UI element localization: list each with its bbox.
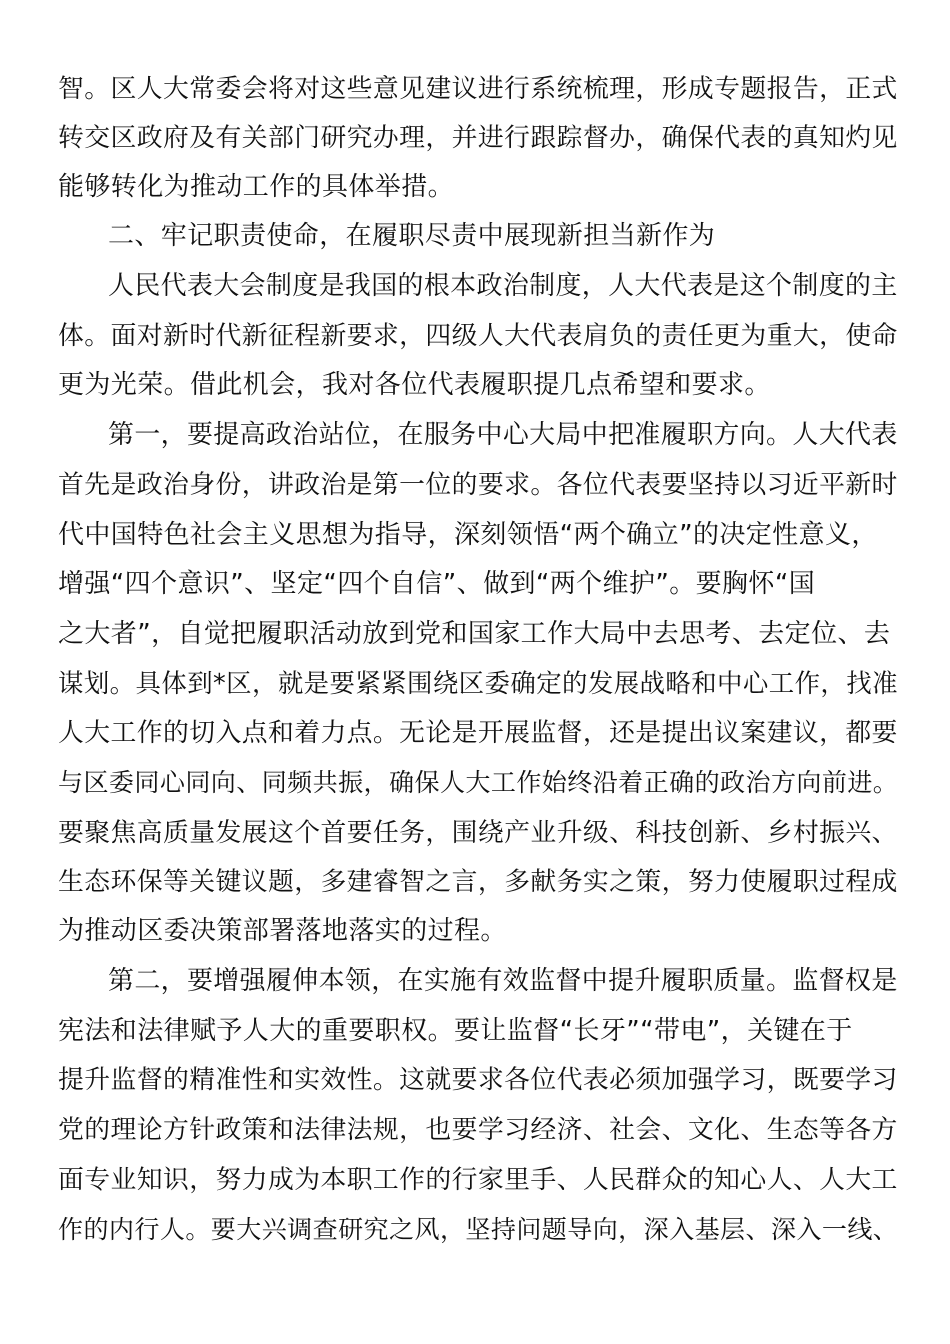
text-line: 代中国特色社会主义思想为指导，深刻领悟“两个确立”的决定性意义，	[58, 520, 878, 550]
text-line: 之大者”，自觉把履职活动放到党和国家工作大局中去思考、去定位、去	[58, 619, 891, 649]
text-line: 第二，要增强履伸本领，在实施有效监督中提升履职质量。监督权是	[108, 966, 898, 996]
text-line: 生态环保等关键议题，多建睿智之言，多献务实之策，努力使履职过程成	[58, 867, 898, 897]
text-line: 体。面对新时代新征程新要求，四级人大代表肩负的责任更为重大，使命	[58, 321, 898, 351]
text-line: 为推动区委决策部署落地落实的过程。	[58, 916, 507, 946]
text-line: 第一，要提高政治站位，在服务中心大局中把准履职方向。人大代表	[108, 420, 898, 450]
text-line: 宪法和法律赋予人大的重要职权。要让监督“长牙”“带电”，关键在于	[58, 1016, 853, 1046]
text-line: 增强“四个意识”、坚定“四个自信”、做到“两个维护”。要胸怀“国	[58, 569, 816, 599]
text-line: 人大工作的切入点和着力点。无论是开展监督，还是提出议案建议，都要	[58, 718, 898, 748]
text-line: 要聚焦高质量发展这个首要任务，围绕产业升级、科技创新、乡村振兴、	[58, 818, 898, 848]
section-heading: 二、牢记职责使命，在履职尽责中展现新担当新作为	[108, 221, 716, 251]
text-line: 谋划。具体到*区，就是要紧紧围绕区委确定的发展战略和中心工作，找准	[58, 669, 898, 699]
text-line: 转交区政府及有关部门研究办理，并进行跟踪督办，确保代表的真知灼见	[58, 123, 898, 153]
text-line: 与区委同心同向、同频共振，确保人大工作始终沿着正确的政治方向前进。	[58, 768, 899, 797]
text-line: 更为光荣。借此机会，我对各位代表履职提几点希望和要求。	[58, 370, 771, 400]
text-line: 提升监督的精准性和实效性。这就要求各位代表必须加强学习，既要学习	[58, 1065, 898, 1095]
text-line: 人民代表大会制度是我国的根本政治制度，人大代表是这个制度的主	[108, 271, 898, 301]
text-line: 党的理论方针政策和法律法规，也要学习经济、社会、文化、生态等各方	[58, 1115, 898, 1145]
text-line: 智。区人大常委会将对这些意见建议进行系统梳理，形成专题报告，正式	[58, 74, 898, 104]
text-line: 能够转化为推动工作的具体举措。	[58, 172, 455, 202]
text-line: 作的内行人。要大兴调查研究之风，坚持问题导向，深入基层、深入一线、	[58, 1215, 899, 1244]
text-line: 面专业知识，努力成为本职工作的行家里手、人民群众的知心人、人大工	[58, 1165, 898, 1195]
text-line: 首先是政治身份，讲政治是第一位的要求。各位代表要坚持以习近平新时	[58, 470, 898, 500]
